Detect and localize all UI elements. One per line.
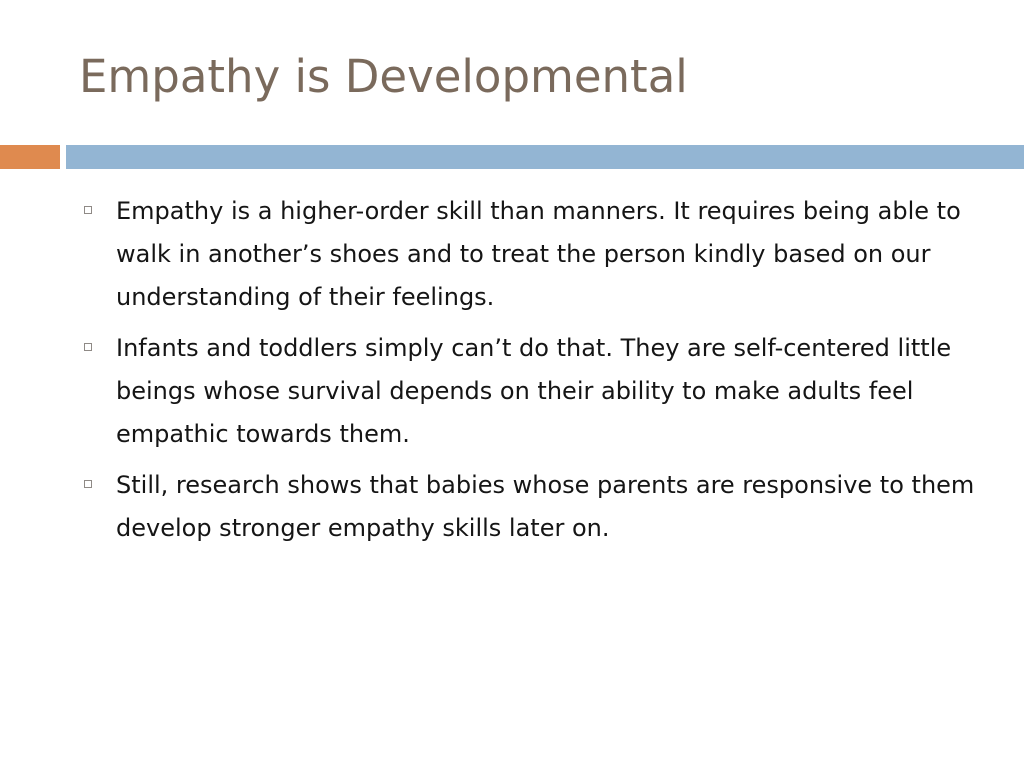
bullet-text: Infants and toddlers simply can’t do that. They are self-centered little beings whose survival depends on their ability to make adults feel empathic towards them.: [116, 334, 952, 448]
bullet-text: Empathy is a higher-order skill than manners. It requires being able to walk in another’s shoes and to treat the person kindly based on our understanding of their feelings.: [116, 197, 961, 311]
bullet-item: [80, 327, 980, 456]
title-rule-bar: [66, 145, 1024, 169]
hollow-square-bullet-icon: [84, 480, 92, 488]
bullet-list: [80, 190, 980, 558]
bullet-text: Still, research shows that babies whose parents are responsive to them develop stronger empathy skills later on.: [116, 471, 975, 542]
hollow-square-bullet-icon: [84, 343, 92, 351]
bullet-item: [80, 190, 980, 319]
slide-title: Empathy is Developmental: [79, 50, 688, 103]
title-accent-bar: [0, 145, 60, 169]
hollow-square-bullet-icon: [84, 206, 92, 214]
bullet-item: [80, 464, 980, 550]
